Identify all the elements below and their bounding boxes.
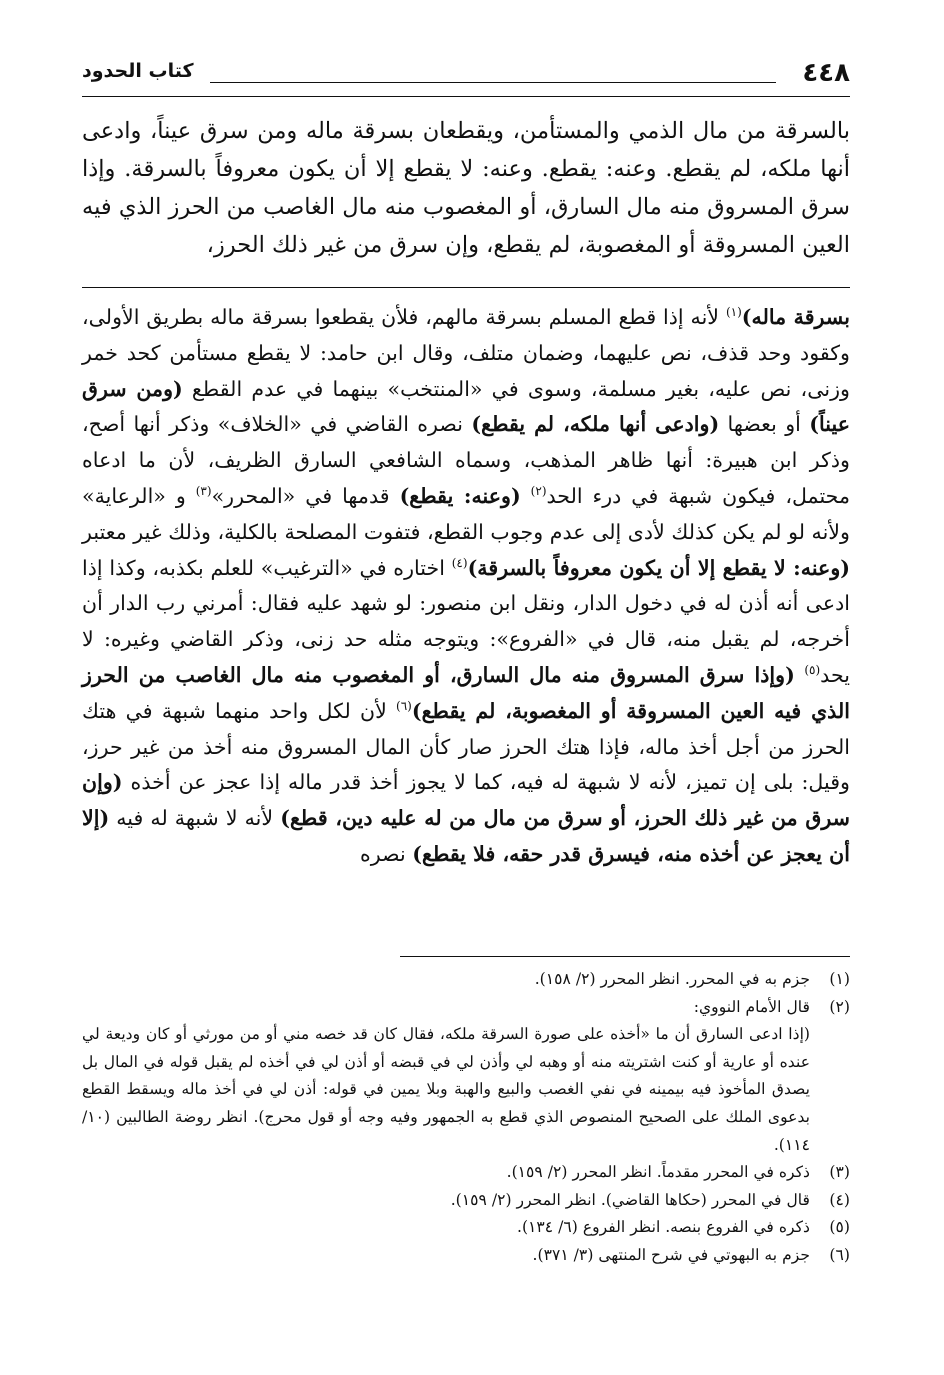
footnote-marker: (١) [725, 305, 742, 320]
footnote [82, 1242, 850, 1270]
commentary-text: أو بعضها [719, 412, 810, 437]
quoted-text: (إلا أن يعجز عن أخذه منه، فيسرق قدر حقه، فلا يقطع) [82, 806, 850, 866]
footnote-quote: (إذا ادعى السارق أن ما «أخذه على صورة السرقة ملكه، فقال كان قد خصه مني أو من مورثي أو كان وديعة لي عنده أو عارية أو كنت اشتريته منه أو وهبه لي وأذن لي في قبضه أو أذن لي في أخذه لم يقبل قوله في المال بل يصدق المأخوذ فيه بيمينه في نفي الغصب والبيع والهبة وبلا يمين في قوله: أذن لي في أخذ ماله ويسقط القطع بدعوى الملك على الصحيح المنصوص الذي قطع به الجمهور وفيه وجه أو قول محرج). انظر روضة الطالبين (١٠/ ١١٤). [82, 1025, 810, 1154]
book-title: كتاب الحدود [82, 60, 194, 82]
footnote-separator [400, 956, 850, 957]
quoted-text: (وعنه: لا يقطع إلا أن يكون معروفاً بالسرقة) [467, 555, 851, 580]
quoted-text: بسرقة ماله) [741, 305, 851, 329]
footnotes [82, 966, 850, 1270]
page-header [82, 58, 850, 96]
footnote-marker: (٥) [804, 663, 821, 678]
quoted-text: (وعنه: يقطع) [399, 483, 521, 508]
footnote-text: ذكره في الفروع بنصه. انظر الفروع (٦/ ١٣٤). [517, 1218, 810, 1237]
footnote-text: جزم به في المحرر. انظر المحرر (٢/ ١٥٨). [534, 970, 810, 988]
page-number: ٤٤٨ [802, 58, 850, 88]
footnote-number: (٤) [829, 1190, 850, 1209]
commentary [82, 300, 850, 873]
footnote-text: قال في المحرر (حكاها القاضي). انظر المحرر (٢/ ١٥٩). [450, 1190, 810, 1209]
commentary-text: قدمها في «المحرر» [211, 483, 400, 508]
footnote-marker: (٣) [195, 484, 212, 499]
commentary-text: و «الرعاية» ولأنه لو لم يكن كذلك لأدى إلى عدم وجوب القطع، فتفوت المصلحة بالكلية، وذلك غير معتبر [82, 483, 850, 544]
commentary-text: نصره [359, 841, 413, 866]
footnote-marker: (٢) [530, 484, 547, 499]
footnote [82, 1214, 850, 1242]
main-text [82, 112, 850, 264]
commentary-text: لأنه لا شبهة له فيه [109, 806, 281, 831]
footnote-text: جزم به البهوتي في شرح المنتهى (٣/ ٣٧١). [532, 1245, 810, 1264]
footnote-text: ذكره في المحرر مقدماً. انظر المحرر (٢/ ١٥٩). [506, 1163, 810, 1182]
quoted-text: (وإذا سرق المسروق منه مال السارق، أو المغصوب منه مال الغاصب من الحرز الذي فيه العين المسروقة أو المغصوبة، لم يقطع) [82, 662, 850, 723]
footnote [82, 966, 850, 994]
footnote-number: (١) [829, 970, 850, 988]
footnote-marker: (٤) [451, 555, 468, 570]
commentary-text: لأن لكل واحد منهما شبهة في هتك الحرز من أجل أخذ ماله، فإذا هتك الحرز صار كأن المال المسروق منه أخذ من غير حرز، وقيل: بلى إن تميز، لأنه لا شبهة له فيه، كما لا يجوز أخذ قدر ماله إذا عجز عن أخذه [82, 698, 850, 795]
footnote-marker: (٦) [396, 698, 412, 713]
footnote-number: (٣) [829, 1163, 850, 1182]
commentary-text: لأنه إذا قطع المسلم بسرقة مالهم، فلأن يقطعوا بسرقة ماله بطريق الأولى، وكقود وحد قذف، نص عليهما، وضمان متلف، وقال ابن حامد: لا يقطع مستأمن كحد خمر وزنى، نص عليه، بغير مسلمة، وسوى في «المنتخب» بينهما في عدم القطع [82, 305, 850, 401]
commentary-text [795, 663, 805, 687]
quoted-text: (ومن سرق عيناً) [82, 376, 850, 437]
footnote [82, 1187, 850, 1215]
commentary-text: اختاره في «الترغيب» للعلم بكذبه، وكذا إذا ادعى أنه أذن له في دخول الدار، ونقل ابن منصور: لو شهد عليه فقال: أمرني رب الدار أن أخرجه، لم يقبل منه، قال في «الفروع»: ويتوجه مثله حد زنى، وذكر القاضي وغيره: لا يحد [82, 555, 851, 687]
header-rule [210, 82, 776, 83]
quoted-text: (وادعى أنها ملكه، لم يقطع) [471, 412, 720, 437]
footnote [82, 1159, 850, 1187]
footnote-number: (٥) [829, 1218, 850, 1237]
commentary-text: نصره القاضي في «الخلاف» وذكر أنها أصح، وذكر ابن هبيرة: أنها ظاهر المذهب، وسماه الشافعي السارق الظريف، لأن ما ادعاه محتمل، فيكون شبهة في درء الحد [82, 412, 851, 508]
footnote-number: (٦) [829, 1245, 850, 1264]
quoted-text: (وإن سرق من غير ذلك الحرز، أو سرق من مال من له عليه دين، قطع) [82, 770, 850, 831]
commentary-paragraph [82, 300, 850, 873]
footnote-text: قال الأمام النووي: [693, 997, 810, 1016]
header-underline [82, 96, 850, 97]
main-text-separator [82, 287, 850, 288]
main-text-paragraph: بالسرقة من مال الذمي والمستأمن، ويقطعان بسرقة ماله ومن سرق عيناً، وادعى أنها ملكه، لم يقطع. وعنه: يقطع. وعنه: لا يقطع إلا أن يكون معروفاً بالسرقة. وإذا سرق المسروق منه مال السارق، أو المغصوب منه مال الغاصب من الحرز الذي فيه العين المسروقة أو المغصوبة، لم يقطع، وإن سرق من غير ذلك الحرز، [82, 118, 850, 258]
footnote [82, 994, 850, 1022]
footnote-number: (٢) [829, 997, 850, 1016]
commentary-text [521, 484, 531, 508]
